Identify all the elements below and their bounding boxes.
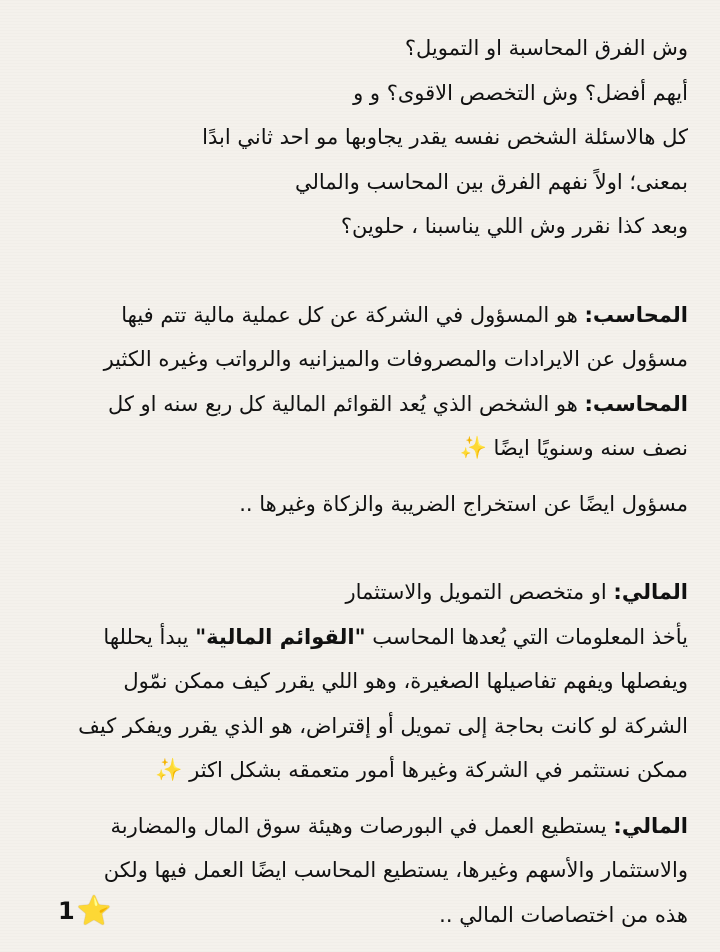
accountant-label: المحاسب: [584, 391, 688, 416]
intro-line-1: وش الفرق المحاسبة او التمويل؟ [404, 36, 688, 60]
star-icon: ⭐ [76, 894, 112, 927]
financier-p2-text-4: ممكن نستثمر في الشركة وغيرها أمور متعمقه بشكل اكثر [189, 758, 688, 782]
accountant-label: المحاسب: [584, 302, 688, 327]
accountant-paragraph-3: مسؤول ايضًا عن استخراج الضريبة والزكاة وغيرها .. [239, 491, 688, 516]
page-number-footer [58, 894, 112, 927]
intro-line-5: وبعد كذا نقرر وش اللي يناسبنا ، حلوين؟ [340, 214, 688, 238]
financier-paragraph-2-line-3: الشركة لو كانت بحاجة إلى تمويل أو إقتراض، هو الذي يقرر ويفكر كيف [78, 713, 688, 738]
intro-line-4: بمعنى؛ اولاً نفهم الفرق بين المحاسب والمالي [294, 169, 688, 194]
financier-label: المالي: [613, 580, 688, 604]
accountant-paragraph-1-line-1 [38, 293, 688, 338]
intro-line-2: أيهم أفضل؟ وش التخصص الاقوى؟ و و [353, 80, 688, 105]
financier-p2-text-b: يبدأ يحللها [103, 624, 196, 649]
financier-paragraph-3-line-1 [38, 804, 688, 849]
financier-paragraph-2-line-4 [38, 748, 688, 794]
spacer [38, 526, 688, 570]
accountant-p1-text: هو المسؤول في الشركة عن كل عملية مالية تتم فيها [121, 302, 578, 327]
note-body [38, 26, 688, 937]
financier-paragraph-2-line-2: ويفصلها ويفهم تفاصيلها الصغيرة، وهو اللي يقرر كيف ممكن نمّول [123, 669, 688, 693]
accountant-p2-text-2: نصف سنه وسنويًا ايضًا [493, 436, 688, 460]
financial-statements-term: "القوائم المالية" [195, 624, 366, 649]
spacer [38, 472, 688, 482]
intro-line-3: كل هالاسئلة الشخص نفسه يقدر يجاوبها مو احد ثاني ابدًا [202, 125, 688, 149]
accountant-paragraph-2-line-2 [38, 426, 688, 472]
accountant-paragraph-1-line-2: مسؤول عن الايرادات والمصروفات والميزانيه والرواتب وغيره الكثير [103, 347, 688, 371]
spacer [38, 794, 688, 804]
financier-label: المالي: [613, 813, 688, 838]
financier-paragraph-3-line-3: هذه من اختصاصات المالي .. [439, 902, 688, 927]
accountant-p2-text: هو الشخص الذي يُعد القوائم المالية كل ربع سنه او كل [107, 391, 578, 416]
spacer [38, 249, 688, 293]
accountant-paragraph-2-line-1 [38, 382, 688, 427]
financier-paragraph-1 [38, 570, 688, 615]
financier-p2-text-a: يأخذ المعلومات التي يُعدها المحاسب [365, 624, 688, 649]
page-number: 1 [58, 896, 75, 925]
financier-p3-text: يستطيع العمل في البورصات وهيئة سوق المال والمضاربة [110, 813, 607, 838]
financier-paragraph-2-line-1 [38, 615, 688, 660]
sparkles-icon: ✨ [459, 436, 487, 461]
sparkles-icon: ✨ [155, 758, 183, 783]
financier-paragraph-3-line-2: والاستثمار والأسهم وغيرها، يستطيع المحاسب ايضًا العمل فيها ولكن [103, 858, 688, 882]
financier-p1-text: او متخصص التمويل والاستثمار [345, 580, 607, 604]
